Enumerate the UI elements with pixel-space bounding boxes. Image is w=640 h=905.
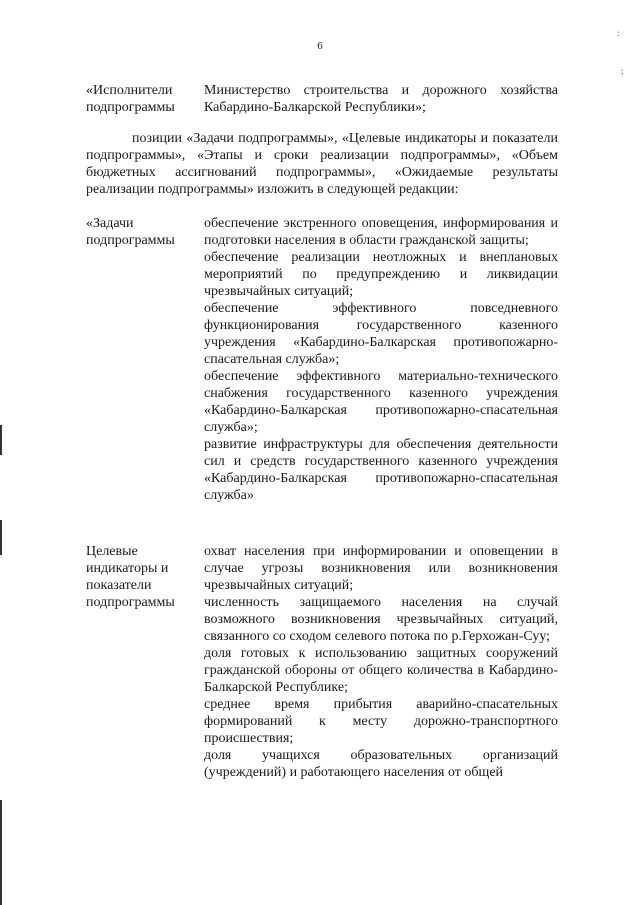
indicator-item: среднее время прибытия аварийно-спасательных формирований к месту дорожно-транспортного происшествия;: [204, 697, 558, 746]
tasks-row: [86, 215, 558, 504]
indicator-item: доля учащихся образовательных организаций (учреждений) и работающего населения от общей: [204, 748, 558, 780]
task-item: обеспечение эффективного материально-технического снабжения государственного казенного учреждения «Кабардино-Балкарская противопожарно-спасательная служба»;: [204, 369, 558, 435]
intro-paragraph: позиции «Задачи подпрограммы», «Целевые индикаторы и показатели подпрограммы», «Этапы и сроки реализации подпрограммы», «Объем бюджетных ассигнований подпрограммы», «Ожидаемые результаты реализации подпрограммы» изложить в следующей редакции:: [86, 131, 558, 197]
executors-text: Министерство строительства и дорожного хозяйства Кабардино-Балкарской Республики»;: [204, 83, 558, 115]
indicators-row: [86, 543, 558, 781]
indicator-item: охват населения при информировании и оповещении в случае угрозы возникновения или возникновения чрезвычайных ситуаций;: [204, 544, 558, 593]
page-number: 6: [317, 40, 323, 52]
task-item: обеспечение экстренного оповещения, информирования и подготовки населения в области гражданской защиты;: [204, 216, 558, 248]
tasks-list: [204, 215, 558, 504]
executors-label: «Исполнители подпрограммы: [86, 83, 175, 115]
margin-mark: ;: [621, 66, 624, 76]
executors-row: [86, 82, 558, 116]
task-item: обеспечение эффективного повседневного функционирования государственного казенного учреждения «Кабардино-Балкарская противопожарно-спасательная служба»;: [204, 301, 558, 367]
task-item: развитие инфраструктуры для обеспечения деятельности сил и средств государственного казенного учреждения «Кабардино-Балкарская противопожарно-спасательная служба»: [204, 437, 558, 503]
indicator-item: доля готовых к использованию защитных сооружений гражданской обороны от общего количества в Кабардино-Балкарской Республике;: [204, 646, 558, 695]
indicators-label: Целевые индикаторы и показатели подпрограммы: [86, 544, 175, 610]
margin-mark: :: [617, 28, 620, 38]
indicators-list: [204, 543, 558, 781]
scan-edge-line: [0, 800, 2, 905]
scan-edge-line: [0, 520, 2, 555]
scan-edge-line: [0, 425, 2, 455]
tasks-label: «Задачи подпрограммы: [86, 216, 175, 248]
task-item: обеспечение реализации неотложных и внеплановых мероприятий по предупреждению и ликвидации чрезвычайных ситуаций;: [204, 250, 558, 299]
indicator-item: численность защищаемого населения на случай возможного возникновения чрезвычайных ситуаций, связанного со сходом селевого потока по р.Герхожан-Суу;: [204, 595, 558, 644]
